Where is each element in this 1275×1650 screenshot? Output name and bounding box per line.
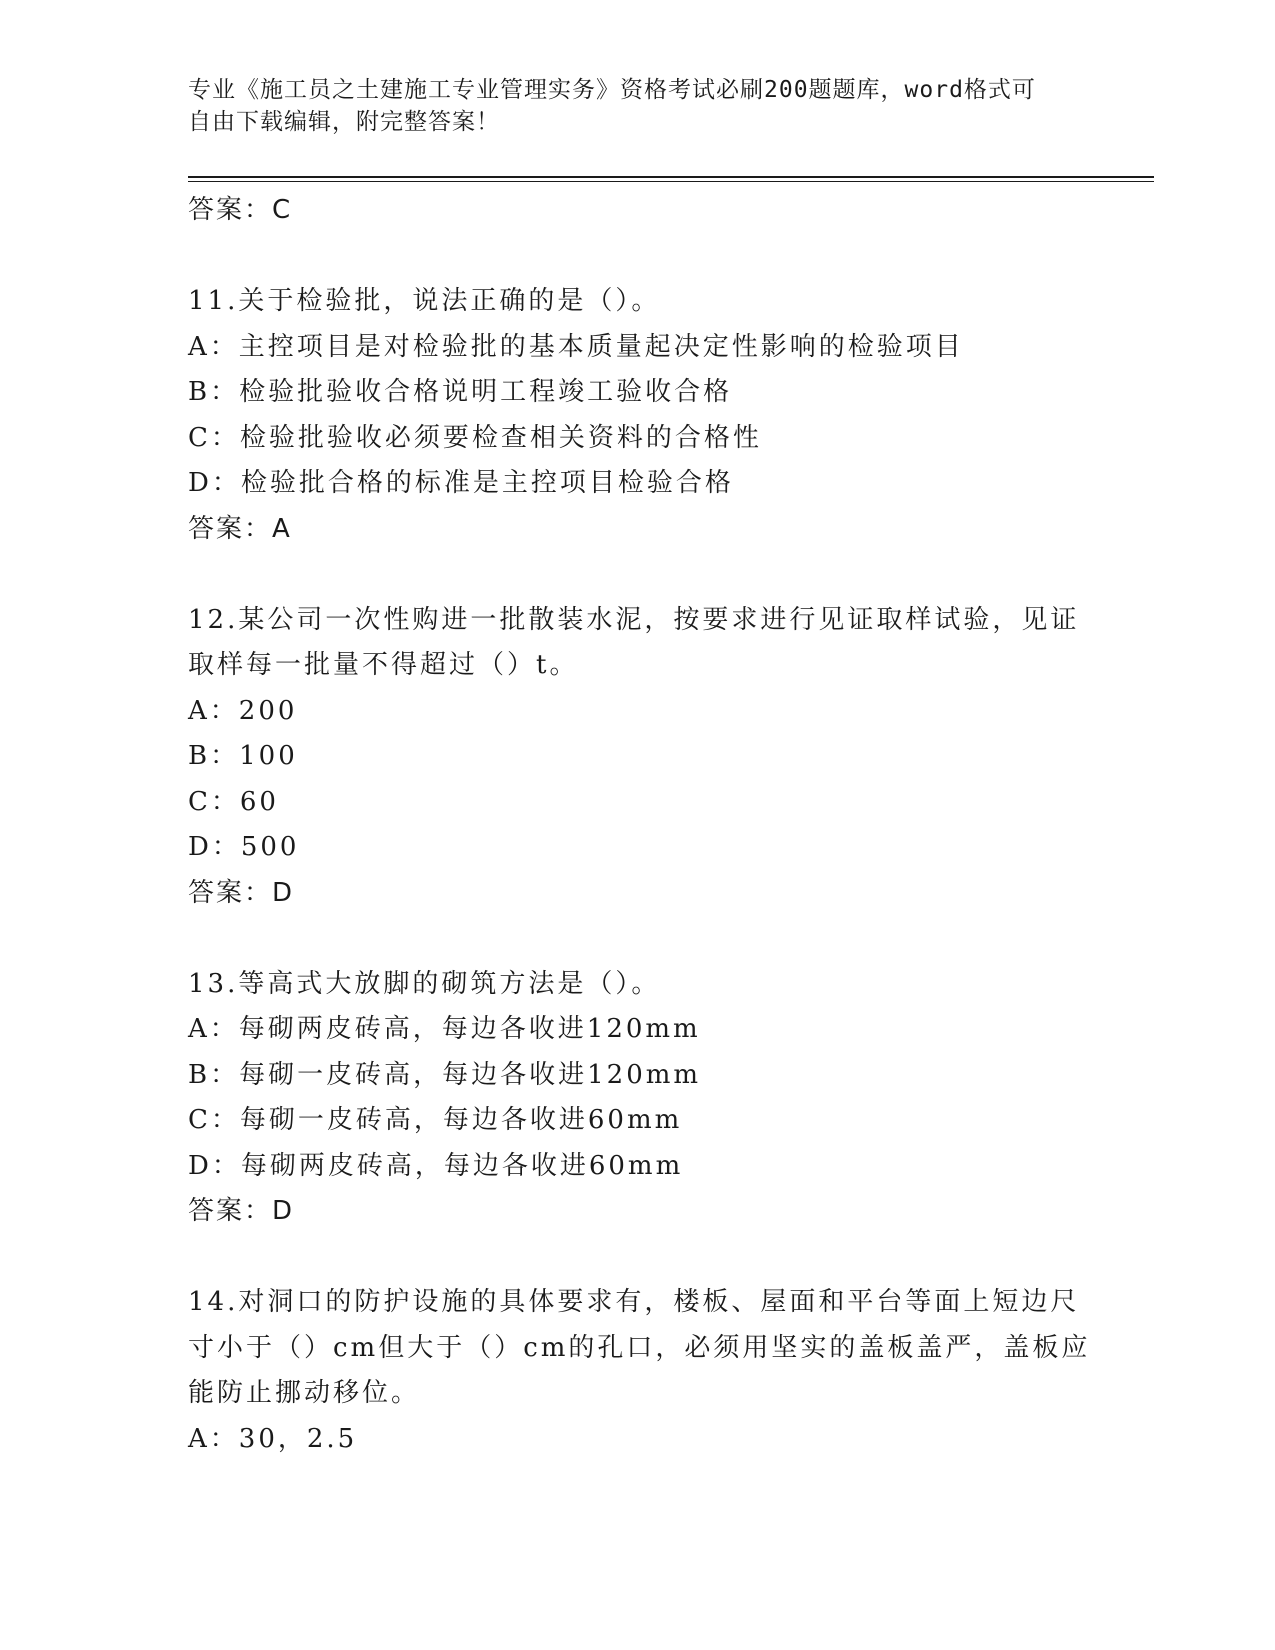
option-b: B：检验批验收合格说明工程竣工验收合格 bbox=[188, 377, 733, 407]
spacer bbox=[188, 1235, 1088, 1281]
option-b: B：100 bbox=[188, 741, 298, 771]
question-11 bbox=[188, 279, 1088, 552]
previous-answer: 答案：C bbox=[188, 195, 293, 225]
option-a: A：200 bbox=[188, 695, 298, 726]
document-header bbox=[188, 74, 1068, 138]
option-d: D：检验批合格的标准是主控项目检验合格 bbox=[188, 468, 734, 498]
answer: 答案：D bbox=[188, 877, 295, 908]
option-c: C：每砌一皮砖高，每边各收进60mm bbox=[188, 1105, 683, 1135]
answer: 答案：D bbox=[188, 1196, 295, 1226]
question-14 bbox=[188, 1280, 1091, 1462]
question-13 bbox=[188, 962, 1088, 1235]
question-stem: 能防止挪动移位。 bbox=[188, 1378, 421, 1408]
option-a: A：30，2.5 bbox=[188, 1423, 358, 1454]
header-divider-thin bbox=[188, 181, 1154, 182]
option-d: D：500 bbox=[188, 832, 300, 862]
option-d: D：每砌两皮砖高，每边各收进60mm bbox=[188, 1150, 684, 1181]
option-a: A：主控项目是对检验批的基本质量起决定性影响的检验项目 bbox=[188, 331, 964, 362]
option-c: C：60 bbox=[188, 786, 279, 817]
question-stem: 14.对洞口的防护设施的具体要求有，楼板、屋面和平台等面上短边尺 bbox=[188, 1287, 1080, 1317]
spacer bbox=[188, 234, 1088, 280]
question-stem: 13.等高式大放脚的砌筑方法是（）。 bbox=[188, 968, 661, 999]
answer: 答案：A bbox=[188, 513, 292, 544]
header-line-2: 自由下载编辑，附完整答案！ bbox=[188, 109, 500, 135]
question-12 bbox=[188, 598, 1088, 917]
question-stem: 12.某公司一次性购进一批散装水泥，按要求进行见证取样试验，见证 bbox=[188, 604, 1080, 635]
question-stem: 取样每一批量不得超过（）t。 bbox=[188, 650, 579, 680]
header-line-1: 专业《施工员之土建施工专业管理实务》资格考试必刷200题题库，word格式可 bbox=[188, 77, 1036, 103]
question-list bbox=[188, 188, 1091, 1462]
header-divider-thick bbox=[188, 176, 1154, 178]
option-b: B：每砌一皮砖高，每边各收进120mm bbox=[188, 1059, 702, 1090]
question-stem: 11.关于检验批，说法正确的是（）。 bbox=[188, 286, 661, 316]
question-stem: 寸小于（）cm但大于（）cm的孔口，必须用坚实的盖板盖严，盖板应 bbox=[188, 1332, 1091, 1363]
option-c: C：检验批验收必须要检查相关资料的合格性 bbox=[188, 422, 762, 453]
option-a: A：每砌两皮砖高，每边各收进120mm bbox=[188, 1014, 701, 1044]
spacer bbox=[188, 916, 1088, 962]
spacer bbox=[188, 552, 1088, 598]
